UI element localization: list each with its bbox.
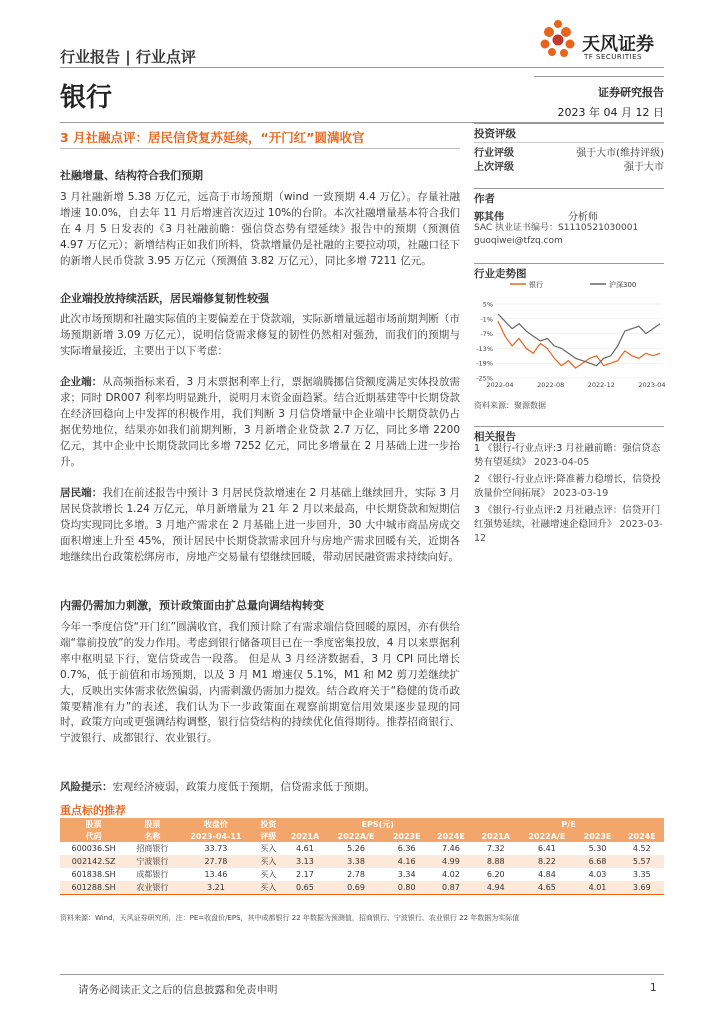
table-cell: 5.57 [620,855,664,868]
col-header-code: 股票 [60,818,127,830]
table-cell: 3.13 [282,855,327,868]
paragraph-3: 今年一季度信贷“开门红”圆满收官，我们预计除了有需求端信贷回暖的原因，亦有供给端“靠前投放”的发力作用。考虑到银行储备项目已在一季度密集投放，4 月以来票据利率中枢明显下行，宽信贷或告一段落。 但是从 3 月经济数据看，3 月 CPI 同比增长 0.7%，低于前值和市场预期，以及 3 月 M1 增速仅 5.1%，M1 和 M2 剪刀差继续扩大，反映出实体需求依然偏弱，内需刺激仍需加力提效。结合政府关于“稳健的货币政策要精准有力”的表述，我们认为下一步政策面在观察前期宽信用效果逐步显现的同时，政策方向或更强调结构调整，银行信贷结构的持续优化值得期待。推荐招商银行、宁波银行、成都银行、农业银行。 [60,621,460,745]
table-cell: 8.22 [518,855,575,868]
header-divider [60,67,664,68]
table-cell: 5.30 [588,844,607,853]
author-sac: SAC 执业证书编号：S1110521030001 [474,223,639,233]
table-cell: 0.69 [328,881,385,894]
table-cell: 33.73 [204,844,228,853]
enterprise-text: 从高频指标来看，3 月末票据利率上行，票据端腾挪信贷额度满足实体投放需求；同时 DR007 利率均明显跳升，说明月末资金面趋紧。结合近期基建等中长期贷款在经济回稳向上中发挥的积极作用，我们判断 3 月信贷增量中企业端中长期贷款仍占据优势地位，结果亦如我们前期判断，3 月新增企业贷款 2.7 万亿，同比多增 2200 亿元，其中企业中长期贷款同比多增 7252 亿元，同比多增量在 2 月基础上进一步抬升。 [60,376,460,468]
col-subheader: 2022A/E [518,830,575,842]
industry-trend-chart [470,278,666,390]
table-cell: 002142.SZ [60,855,127,868]
table-cell: 2.78 [347,870,365,879]
legend-label: 银行 [529,281,543,289]
related-report-2[interactable] [474,473,664,501]
table-cell: 7.46 [442,844,460,853]
table-cell: 7.32 [486,844,505,853]
legend-label: 沪深300 [609,281,637,289]
table-cell: 6.20 [486,870,505,879]
series-line-0 [498,321,660,368]
related-report-1[interactable] [474,442,664,470]
y-tick-label: -25% [476,374,493,383]
author-role: 分析师 [568,212,598,223]
table-cell: 4.84 [537,870,556,879]
table-row [60,868,664,881]
related-heading: 相关报告 [474,426,664,444]
report-date: 2023 年 04 月 12 日 [557,106,664,119]
table-cell: 4.99 [429,855,473,868]
table-cell: 3.38 [328,855,385,868]
table-note: 资料来源：Wind，天风证券研究所，注：PE=收盘价/EPS，其中成都银行 22 年数据为预测值，招商银行、宁波银行、农业银行 22 年数据为实际值 [60,914,520,922]
x-tick-label: 2022-12 [587,381,615,389]
col-subheader: 2022A/E [328,830,385,842]
risk-lead: 风险提示： [60,781,113,793]
page-number: 1 [650,982,657,994]
report-type: 行业报告 | 行业点评 [60,48,196,66]
table-cell: 买入 [260,844,277,853]
table-cell: 8.88 [473,855,518,868]
related-report-title[interactable]: 3 《银行-行业点评:2 月社融点评：信贷开门红强势延续，社融增速企稳回升》 [474,505,661,530]
col-subheader: 评级 [254,830,282,842]
industry-name: 银行 [60,83,113,113]
household-lead: 居民端： [60,487,103,499]
table-cell: 4.94 [473,881,518,894]
x-tick-label: 2023-04 [638,381,666,389]
col-subheader: 名称 [127,830,177,842]
author-email[interactable]: guoqiwei@tfzq.com [474,236,563,246]
col-header-pe: P/E [473,818,664,830]
previous-rating-value: 强于大市 [624,162,664,173]
table-cell: 4.65 [518,881,575,894]
table-cell: 0.65 [282,881,327,894]
table-cell: 买入 [254,881,282,894]
table-cell: 6.36 [397,844,416,853]
key-stocks-table [60,818,664,895]
x-tick-label: 2022-04 [486,381,514,389]
risk-paragraph [60,780,460,796]
table-cell: 农业银行 [127,881,177,894]
col-subheader: 2021A [282,830,327,842]
rating-row-previous [474,158,664,173]
table-cell: 宁波银行 [127,855,177,868]
related-report-date: 2023-03-19 [553,487,609,499]
table-cell: 600036.SH [71,844,116,853]
logo-en: TF SECURITIES [584,53,643,61]
footer-divider [60,974,664,975]
related-report-title[interactable]: 1 《银行-行业点评:3 月社融前瞻：强信贷态势有望延续》 [474,443,661,468]
series-line-1 [498,314,660,366]
col-subheader: 2024E [620,830,664,842]
col-subheader: 代码 [60,830,127,842]
x-tick-label: 2022-08 [537,381,565,389]
household-text: 我们在前述报告中预计 3 月居民贷款增速在 2 月基础上继续回升，实际 3 月居民贷款增长 1.24 万亿元，单月新增量为 21 年 2 月以来最高，中长期贷款和短期信贷均实现同比多增。3 月地产需求在 2 月基础上进一步回升，30 大中城市商品房成交面积增速上升至 45%，预计居民中长期贷款需求回升与房地产需求回暖有关，近期各地继续出台政策松绑房市，房地产交易量有望继续回暖，带动居民融资需求持续向好。 [60,487,461,563]
table-cell: 3.21 [177,881,254,894]
risk-text: 宏观经济疲弱，政策力度低于预期，信贷需求低于预期。 [112,781,375,793]
table-cell: 3.69 [620,881,664,894]
section-heading-1: 社融增量、结构符合我们预期 [60,169,203,182]
logo-divider [534,76,664,77]
y-tick-label: -19% [476,359,493,368]
related-report-title[interactable]: 2 《银行-行业点评:降准蓄力稳增长，信贷投放量价空间拓展》 [474,474,661,499]
related-report-date: 2023-04-05 [534,456,590,468]
table-row [60,855,664,868]
col-subheader: 2023E [385,830,429,842]
table-cell: 4.16 [385,855,429,868]
table-cell: 27.78 [177,855,254,868]
col-subheader: 2023E [575,830,619,842]
table-cell: 4.52 [632,844,651,853]
table-cell: 买入 [254,855,282,868]
rating-key: 行业评级 [474,148,514,159]
col-header-name: 股票 [127,818,177,830]
table-cell: 4.02 [442,870,460,879]
previous-rating-key: 上次评级 [474,162,514,173]
author-name: 郭其伟 [474,212,504,223]
table-cell: 招商银行 [136,844,169,853]
table-cell: 601288.SH [60,881,127,894]
table-cell: 0.87 [429,881,473,894]
y-tick-label: -7% [480,330,493,339]
table-cell: 4.01 [575,881,619,894]
col-header-rating: 投资 [254,818,282,830]
related-report-3[interactable] [474,504,664,545]
chart-heading: 行业走势图 [474,263,664,281]
paragraph-household [60,486,460,566]
report-title: 3 月社融点评：居民信贷复苏延续，“开门红”圆满收官 [60,130,365,145]
author-heading: 作者 [474,188,664,206]
related-report-date: 2023-03-12 [474,518,663,544]
y-tick-label: 5% [482,300,493,309]
paragraph-2: 此次市场预期和社融实际值的主要偏差在于贷款端，实际新增量远超市场前期判断（市场预期新增 3.09 万亿元），说明信贷需求修复的韧性仍然相对强劲，而我们的预期与实际增量接近，主要出于以下考虑： [60,313,460,357]
footer-disclaimer[interactable]: 请务必阅读正文之后的信息披露和免责申明 [78,984,278,996]
table-cell: 买入 [260,870,277,879]
paragraph-1: 3 月社融新增 5.38 万亿元，远高于市场预期（wind 一致预期 4.4 万亿）。存量社融增速 10.0%，自去年 11 月后增速首次迈过 10%的台阶。本次社融增量基本符合我们在 4 月 5 日发表的《3 月社融前瞻：强信贷态势有望延续》报告中的预期（预测值 4.97 万亿元）；新增结构正如我们所料，贷款增量仍是社融的主要拉动项，社融口径下的新增人民币贷款 3.95 万亿元（预测值 3.82 万亿元），同比多增 7211 亿元。 [60,191,460,267]
report-label: 证券研究报告 [598,86,664,99]
table-row [60,881,664,894]
col-header-price: 收盘价 [177,818,254,830]
col-subheader: 2023-04-11 [177,830,254,842]
col-header-eps: EPS(元) [282,818,473,830]
chart-source: 资料来源：聚源数据 [474,401,546,410]
table-cell: 5.26 [347,844,365,853]
logo-cn: 天风证券 [582,34,654,55]
table-cell: 0.80 [385,881,429,894]
section-heading-2: 企业端投放持续活跃，居民端修复韧性较强 [60,292,269,305]
logo-petals-icon [541,20,575,57]
table-cell: 3.35 [632,870,651,879]
section-heading-3: 内需仍需加力刺激，预计政策面由扩总量向调结构转变 [60,599,324,612]
table-cell: 4.03 [588,870,607,879]
table-cell: 4.61 [296,844,314,853]
rating-row-industry [474,142,664,159]
y-tick-label: -13% [476,344,493,353]
key-stocks-heading: 重点标的推荐 [60,804,126,817]
table-cell: 6.68 [575,855,619,868]
title-underline [60,148,460,149]
author-row [474,208,664,223]
y-tick-label: -1% [480,315,493,324]
table-cell: 13.46 [204,870,228,879]
table-cell: 6.41 [537,844,556,853]
table-cell: 3.34 [397,870,416,879]
rating-heading: 投资评级 [474,123,664,141]
table-cell: 2.17 [296,870,314,879]
paragraph-enterprise [60,375,460,470]
table-cell: 601838.SH [71,870,116,879]
col-subheader: 2024E [429,830,473,842]
enterprise-lead: 企业端： [60,376,103,388]
table-cell: 成都银行 [136,870,169,879]
col-subheader: 2021A [473,830,518,842]
rating-value: 强于大市(维持评级) [576,148,664,159]
table-row [60,842,664,855]
